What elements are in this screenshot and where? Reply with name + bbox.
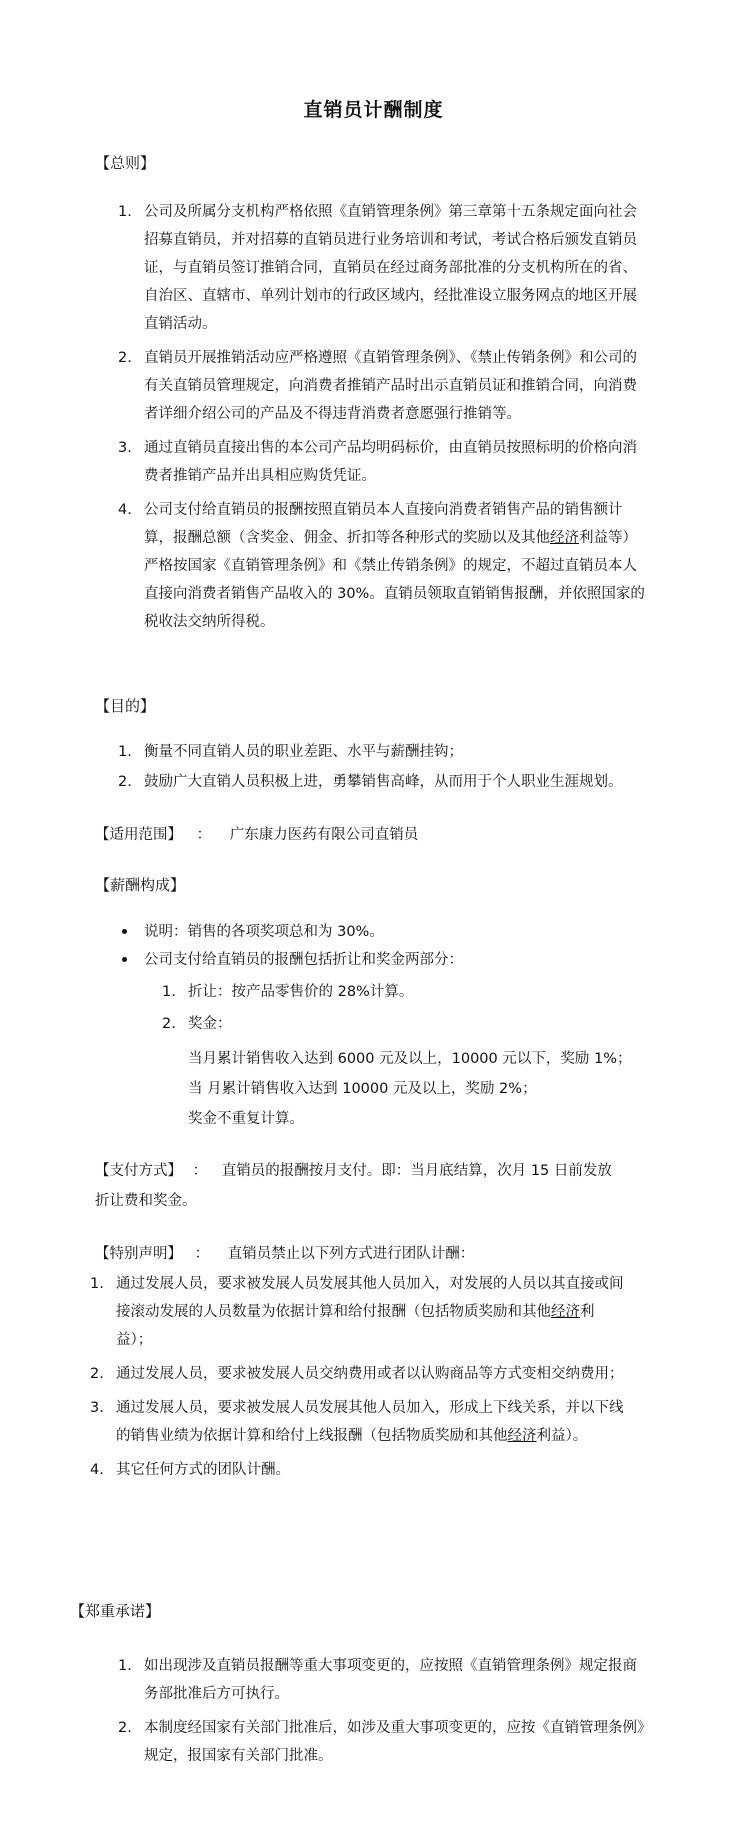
text-segment: 利益）； <box>116 1304 595 1348</box>
payment-line1: 直销员的报酬按月支付。即：当月底结算，次月 15 日前发放 <box>221 1163 612 1179</box>
bonus-line: 奖金不重复计算。 <box>188 1111 304 1127</box>
underlined-term: 经济 <box>550 530 579 546</box>
payment-line2: 折让费和奖金。 <box>95 1193 197 1209</box>
list-item-number: 1. <box>162 984 176 1000</box>
list-item-number: 2. <box>118 350 132 366</box>
text-segment: 公司支付给直销员的报酬按照直销员本人直接向消费者销售产品的销售额计算，报酬总额（含奖金、佣金、折扣等各种形式的奖励以及其他 <box>144 502 623 546</box>
list-item-number: 1. <box>90 1276 104 1292</box>
list-item-text: 通过直销员直接出售的本公司产品均明码标价，由直销员按照标明的价格向消费者推销产品并出具相应购货凭证。 <box>144 440 637 484</box>
list-item-text: 衡量不同直销人员的职业差距、水平与薪酬挂钩； <box>144 744 463 760</box>
scope-separator: ： <box>196 827 212 843</box>
list-item-text <box>144 496 648 636</box>
list-item-text: 其它任何方式的团队计酬。 <box>116 1462 290 1478</box>
text-segment: 利益）。 <box>536 1428 588 1444</box>
list-item <box>162 978 662 1006</box>
list-item-number: 1. <box>118 204 132 220</box>
list-item-text <box>116 1270 630 1354</box>
special-separator: ： <box>194 1246 210 1262</box>
list-item <box>118 496 648 636</box>
list-item-number: 1. <box>118 744 132 760</box>
payment-separator: ： <box>192 1163 208 1179</box>
list-item <box>90 1270 630 1354</box>
underlined-term: 经济 <box>551 1304 580 1320</box>
list-item-number: 4. <box>118 502 132 518</box>
bonus-line: 当月累计销售收入达到 6000 元及以上，10000 元以下，奖励 1%； <box>188 1051 632 1067</box>
list-item <box>118 198 648 338</box>
list-item-number: 2. <box>118 774 132 790</box>
scope-row <box>95 821 418 849</box>
bullet-text: 说明：销售的各项奖项总和为 30%。 <box>144 924 384 940</box>
section-heading-general: 【总则】 <box>95 154 156 172</box>
list-item <box>118 768 678 796</box>
section-heading-salary: 【薪酬构成】 <box>95 876 186 894</box>
list-item <box>118 738 678 766</box>
list-item <box>90 1394 630 1450</box>
list-item-text: 奖金： <box>188 1016 232 1032</box>
bullet-item <box>118 918 658 946</box>
bonus-line: 当 月累计销售收入达到 10000 元及以上，奖励 2%； <box>188 1081 537 1097</box>
list-item-number: 2. <box>90 1366 104 1382</box>
salary-sub-list <box>162 978 662 1038</box>
list-item <box>118 1652 648 1708</box>
list-item-number: 3. <box>90 1400 104 1416</box>
list-item-text: 如出现涉及直销员报酬等重大事项变更的，应按照《直销管理条例》规定报商务部批准后方可执行。 <box>144 1658 637 1702</box>
section-heading-scope: 【适用范围】 <box>95 827 182 843</box>
list-item-number: 3. <box>118 440 132 456</box>
section-heading-purpose: 【目的】 <box>95 697 156 715</box>
list-item-text <box>116 1394 630 1450</box>
list-item-text: 本制度经国家有关部门批准后，如涉及重大事项变更的，应按《直销管理条例》规定，报国家有关部门批准。 <box>144 1720 645 1764</box>
salary-bullets <box>118 918 658 974</box>
list-item <box>118 1714 648 1770</box>
section-heading-payment: 【支付方式】 <box>95 1163 182 1179</box>
page-title: 直销员计酬制度 <box>303 99 444 121</box>
bullet-text: 公司支付给直销员的报酬包括折让和奖金两部分： <box>144 952 463 968</box>
purpose-list <box>118 738 678 798</box>
list-item <box>162 1010 662 1038</box>
list-item-text: 折让：按产品零售价的 28%计算。 <box>188 984 414 1000</box>
section-heading-commitment: 【郑重承诺】 <box>70 1602 161 1620</box>
special-intro: 直销员禁止以下列方式进行团队计酬： <box>227 1246 475 1262</box>
list-item <box>90 1456 630 1484</box>
list-item-text: 直销员开展推销活动应严格遵照《直销管理条例》、《禁止传销条例》和公司的有关直销员管理规定，向消费者推销产品时出示直销员证和推销合同，向消费者详细介绍公司的产品及不得违背消费者意愿强行推销等。 <box>144 350 637 422</box>
special-list <box>90 1270 630 1490</box>
list-item <box>90 1360 630 1388</box>
list-item <box>118 344 648 428</box>
list-item-number: 1. <box>118 1658 132 1674</box>
list-item-number: 2. <box>162 1016 176 1032</box>
bullet-dot <box>122 957 127 962</box>
special-row <box>95 1240 474 1268</box>
text-segment: 利益等）严格按国家《直销管理条例》和《禁止传销条例》的规定，不超过直销员本人直接向消费者销售产品收入的 30%。直销员领取直销销售报酬，并依照国家的税收法交纳所得税。 <box>144 530 645 630</box>
list-item-text: 通过发展人员，要求被发展人员交纳费用或者以认购商品等方式变相交纳费用； <box>116 1366 624 1382</box>
list-item-number: 2. <box>118 1720 132 1736</box>
list-item-text: 公司及所属分支机构严格依照《直销管理条例》第三章第十五条规定面向社会招募直销员，并对招募的直销员进行业务培训和考试，考试合格后颁发直销员证，与直销员签订推销合同，直销员在经过商务部批准的分支机构所在的省、自治区、直辖市、单列计划市的行政区域内，经批准设立服务网点的地区开展直销活动。 <box>144 204 637 332</box>
section-heading-special: 【特别声明】 <box>95 1246 182 1262</box>
list-item <box>118 434 648 490</box>
scope-value: 广东康力医药有限公司直销员 <box>229 827 419 843</box>
general-list <box>118 198 648 642</box>
underlined-term: 经济 <box>507 1428 537 1444</box>
payment-row <box>95 1157 612 1185</box>
text-segment: 通过发展人员，要求被发展人员发展其他人员加入，形成上下线关系，并以下线的销售业绩为依据计算和给付上线报酬（包括物质奖励和其他 <box>116 1400 624 1444</box>
bullet-item <box>118 946 658 974</box>
list-item-text: 鼓励广大直销人员积极上进，勇攀销售高峰，从而用于个人职业生涯规划。 <box>144 774 623 790</box>
text-segment: 通过发展人员，要求被发展人员发展其他人员加入，对发展的人员以其直接或间接滚动发展的人员数量为依据计算和给付报酬（包括物质奖励和其他 <box>116 1276 624 1320</box>
commitment-list <box>118 1652 648 1776</box>
list-item-number: 4. <box>90 1462 104 1478</box>
bullet-dot <box>122 929 127 934</box>
